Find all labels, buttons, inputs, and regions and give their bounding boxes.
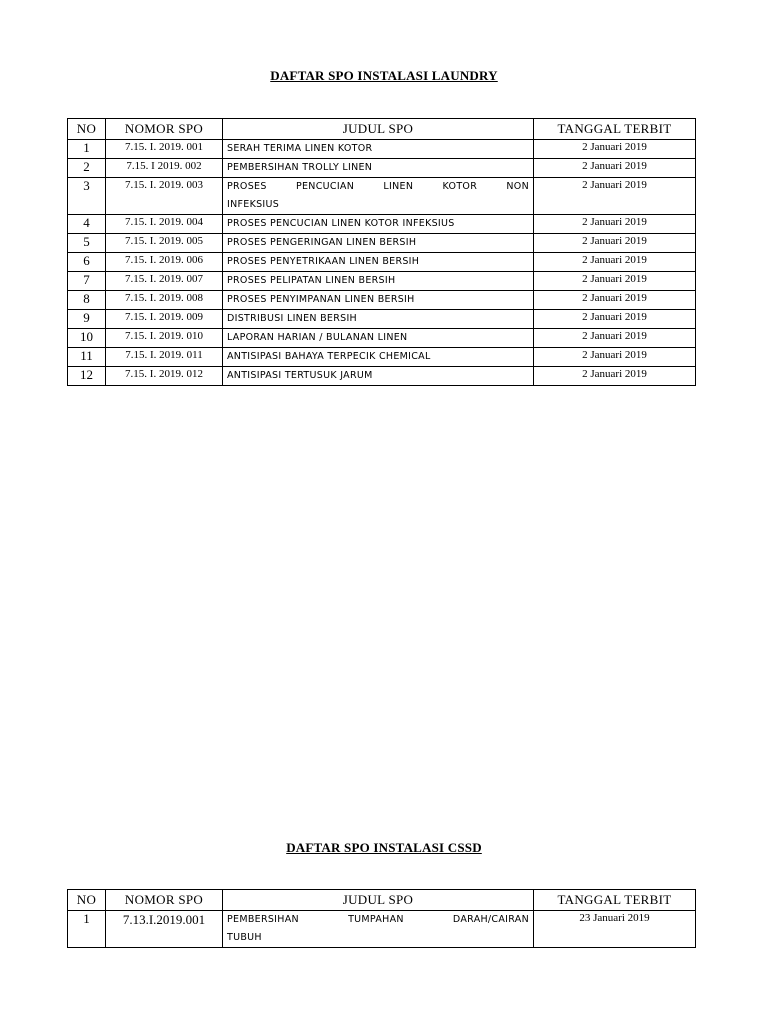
row-nomor-spo: 7.13.I.2019.001 bbox=[106, 911, 223, 948]
header-nomor-spo: NOMOR SPO bbox=[106, 890, 223, 911]
laundry-spo-table bbox=[67, 118, 696, 386]
row-no: 11 bbox=[68, 348, 106, 367]
row-judul-spo: ANTISIPASI TERTUSUK JARUM bbox=[223, 367, 534, 386]
table-header-row bbox=[68, 890, 696, 911]
table-row bbox=[68, 140, 696, 159]
row-no: 5 bbox=[68, 234, 106, 253]
row-no: 9 bbox=[68, 310, 106, 329]
row-tanggal-terbit: 2 Januari 2019 bbox=[534, 253, 696, 272]
table-row bbox=[68, 348, 696, 367]
row-judul-spo: PROSES PENYETRIKAAN LINEN BERSIH bbox=[223, 253, 534, 272]
row-judul-spo: PROSES PENYIMPANAN LINEN BERSIH bbox=[223, 291, 534, 310]
row-no: 2 bbox=[68, 159, 106, 178]
row-tanggal-terbit: 2 Januari 2019 bbox=[534, 367, 696, 386]
table-row bbox=[68, 253, 696, 272]
row-nomor-spo: 7.15. I. 2019. 010 bbox=[106, 329, 223, 348]
table-row bbox=[68, 310, 696, 329]
header-judul-spo: JUDUL SPO bbox=[223, 119, 534, 140]
row-nomor-spo: 7.15. I 2019. 002 bbox=[106, 159, 223, 178]
row-nomor-spo: 7.15. I. 2019. 012 bbox=[106, 367, 223, 386]
row-nomor-spo: 7.15. I. 2019. 007 bbox=[106, 272, 223, 291]
row-judul-spo: PROSES PENCUCIAN LINEN KOTOR INFEKSIUS bbox=[223, 215, 534, 234]
row-nomor-spo: 7.15. I. 2019. 006 bbox=[106, 253, 223, 272]
row-tanggal-terbit: 2 Januari 2019 bbox=[534, 310, 696, 329]
judul-line-2: INFEKSIUS bbox=[227, 199, 280, 210]
row-judul-spo: DISTRIBUSI LINEN BERSIH bbox=[223, 310, 534, 329]
row-tanggal-terbit: 2 Januari 2019 bbox=[534, 178, 696, 215]
table-header-row bbox=[68, 119, 696, 140]
judul-line-1: PEMBERSIHAN TUMPAHAN DARAH/CAIRAN bbox=[227, 914, 529, 925]
table-row bbox=[68, 234, 696, 253]
row-no: 4 bbox=[68, 215, 106, 234]
row-no: 10 bbox=[68, 329, 106, 348]
row-tanggal-terbit: 23 Januari 2019 bbox=[534, 911, 696, 948]
row-no: 12 bbox=[68, 367, 106, 386]
header-no: NO bbox=[68, 890, 106, 911]
row-no: 1 bbox=[68, 911, 106, 948]
table-row bbox=[68, 178, 696, 215]
row-tanggal-terbit: 2 Januari 2019 bbox=[534, 215, 696, 234]
header-tanggal-terbit: TANGGAL TERBIT bbox=[534, 119, 696, 140]
row-nomor-spo: 7.15. I. 2019. 009 bbox=[106, 310, 223, 329]
row-judul-spo bbox=[223, 178, 534, 215]
row-no: 3 bbox=[68, 178, 106, 215]
row-judul-spo bbox=[223, 911, 534, 948]
table-row bbox=[68, 215, 696, 234]
row-judul-spo: PEMBERSIHAN TROLLY LINEN bbox=[223, 159, 534, 178]
row-no: 7 bbox=[68, 272, 106, 291]
row-judul-spo: ANTISIPASI BAHAYA TERPECIK CHEMICAL bbox=[223, 348, 534, 367]
row-tanggal-terbit: 2 Januari 2019 bbox=[534, 291, 696, 310]
row-nomor-spo: 7.15. I. 2019. 005 bbox=[106, 234, 223, 253]
table-row bbox=[68, 911, 696, 948]
row-nomor-spo: 7.15. I. 2019. 011 bbox=[106, 348, 223, 367]
header-tanggal-terbit: TANGGAL TERBIT bbox=[534, 890, 696, 911]
table-row bbox=[68, 329, 696, 348]
row-judul-spo: LAPORAN HARIAN / BULANAN LINEN bbox=[223, 329, 534, 348]
cssd-section-title: DAFTAR SPO INSTALASI CSSD bbox=[286, 840, 482, 855]
row-no: 6 bbox=[68, 253, 106, 272]
header-nomor-spo: NOMOR SPO bbox=[106, 119, 223, 140]
row-tanggal-terbit: 2 Januari 2019 bbox=[534, 159, 696, 178]
cssd-spo-table bbox=[67, 889, 696, 948]
row-nomor-spo: 7.15. I. 2019. 008 bbox=[106, 291, 223, 310]
row-judul-spo: PROSES PENGERINGAN LINEN BERSIH bbox=[223, 234, 534, 253]
table-row bbox=[68, 272, 696, 291]
row-no: 8 bbox=[68, 291, 106, 310]
row-judul-spo: SERAH TERIMA LINEN KOTOR bbox=[223, 140, 534, 159]
judul-line-2: TUBUH bbox=[227, 932, 262, 943]
row-nomor-spo: 7.15. I. 2019. 003 bbox=[106, 178, 223, 215]
row-tanggal-terbit: 2 Januari 2019 bbox=[534, 348, 696, 367]
judul-line-1: PROSES PENCUCIAN LINEN KOTOR NON bbox=[227, 181, 529, 192]
header-judul-spo: JUDUL SPO bbox=[223, 890, 534, 911]
row-tanggal-terbit: 2 Januari 2019 bbox=[534, 272, 696, 291]
table-row bbox=[68, 291, 696, 310]
table-row bbox=[68, 159, 696, 178]
row-nomor-spo: 7.15. I. 2019. 001 bbox=[106, 140, 223, 159]
row-tanggal-terbit: 2 Januari 2019 bbox=[534, 140, 696, 159]
row-judul-spo: PROSES PELIPATAN LINEN BERSIH bbox=[223, 272, 534, 291]
row-tanggal-terbit: 2 Januari 2019 bbox=[534, 234, 696, 253]
table-row bbox=[68, 367, 696, 386]
row-nomor-spo: 7.15. I. 2019. 004 bbox=[106, 215, 223, 234]
header-no: NO bbox=[68, 119, 106, 140]
row-no: 1 bbox=[68, 140, 106, 159]
laundry-section-title: DAFTAR SPO INSTALASI LAUNDRY bbox=[270, 68, 498, 83]
row-tanggal-terbit: 2 Januari 2019 bbox=[534, 329, 696, 348]
